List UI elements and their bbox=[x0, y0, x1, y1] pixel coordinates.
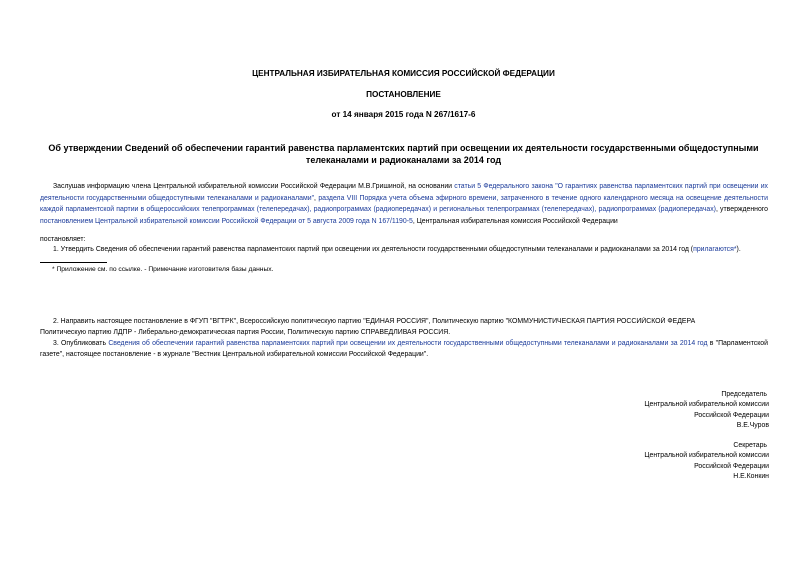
signature-name: Н.Е.Конкин bbox=[733, 473, 769, 481]
appendix-link[interactable]: прилагаются* bbox=[693, 246, 737, 253]
preamble-text-a: Заслушав информацию члена Центральной избирательной комиссии Российской Федерации М.В.Гришиной, на основании bbox=[53, 183, 455, 190]
preamble-paragraph bbox=[40, 181, 768, 228]
signature-role: Председатель bbox=[721, 391, 767, 398]
issuing-organization: ЦЕНТРАЛЬНАЯ ИЗБИРАТЕЛЬНАЯ КОМИССИЯ РОССИЙСКОЙ ФЕДЕРАЦИИ bbox=[252, 69, 555, 78]
item-2-line-2: Политическую партию ЛДПР - Либерально-демократическая партия России, Политическую партию СПРАВЕДЛИВАЯ РОССИЯ. bbox=[40, 329, 451, 336]
document-subject: Об утверждении Сведений об обеспечении гарантий равенства парламентских партий при освещении их деятельности государственными общедоступными телеканалами и радиоканалами за 2014 год bbox=[48, 143, 759, 165]
signature-chairman bbox=[644, 390, 769, 432]
signature-country: Российской Федерации bbox=[694, 411, 769, 419]
item-3 bbox=[40, 339, 768, 360]
footnote: * Приложение см. по ссылке. - Примечание изготовителя базы данных. bbox=[52, 266, 274, 273]
item-1-text-a: 1. Утвердить Сведения об обеспечении гарантий равенства парламентских партий при освещении их деятельности государственными общедоступными телеканалами и радиоканалами за 2014 год ( bbox=[53, 246, 694, 253]
item-3-text-b: в "Парламентской газете", настоящее постановление - в журнале "Вестник Центральной избирательной комиссии Российской Федерации". bbox=[40, 340, 768, 358]
preamble-text-b: , bbox=[314, 194, 319, 202]
information-link[interactable]: Сведения об обеспечении гарантий равенства парламентских партий при освещении их деятельности государственными общедоступными телеканалами и радиоканалами за 2014 год bbox=[108, 340, 708, 347]
law-article-link[interactable]: статьи 5 Федерального закона "О гарантиях равенства парламентских партий при освещении их деятельности государственными общедоступными телеканалами и радиоканалами" bbox=[40, 183, 769, 202]
signature-secretary bbox=[644, 441, 769, 483]
item-1-text-b: ). bbox=[736, 246, 741, 253]
resolution-link[interactable]: постановлением Центральной избирательной комиссии Российской Федерации от 5 августа 2009 года N 167/1190-5 bbox=[40, 218, 413, 226]
procedure-section-link[interactable]: раздела VIII Порядка учета объема эфирного времени, затраченного в течение одного календарного месяца на освещение деятельности каждой парламентской партии в общероссийских телепрограммах (телепередачах), радиопрограммах (радиопередачах) и региональных телепрограммах (телепередачах), радиопрограммах (радиопередачах) bbox=[40, 194, 768, 214]
preamble-text-c: , утвержденного bbox=[715, 206, 769, 214]
document-date-number: от 14 января 2015 года N 267/1617-6 bbox=[331, 110, 476, 119]
signature-role: Секретарь bbox=[733, 442, 767, 449]
resolves-word: постановляет: bbox=[40, 236, 86, 243]
item-1 bbox=[40, 245, 768, 255]
item-3-text-a: 3. Опубликовать bbox=[53, 340, 109, 347]
footnote-divider bbox=[40, 262, 107, 263]
item-2-line-1: 2. Направить настоящее постановление в ФГУП "ВГТРК", Всероссийскую политическую партию "ЕДИНАЯ РОССИЯ", Политическую партию "КОММУНИСТИЧЕСКАЯ ПАРТИЯ РОССИЙСКОЙ ФЕДЕРА bbox=[53, 318, 696, 325]
signature-name: В.Е.Чуров bbox=[736, 422, 769, 430]
signature-org: Центральной избирательной комиссии bbox=[644, 401, 769, 409]
document-type: ПОСТАНОВЛЕНИЕ bbox=[366, 90, 441, 99]
signature-org: Центральной избирательной комиссии bbox=[644, 452, 769, 460]
preamble-text-d: , Центральная избирательная комиссия Российской Федерации bbox=[412, 218, 618, 226]
signature-country: Российской Федерации bbox=[694, 462, 769, 470]
